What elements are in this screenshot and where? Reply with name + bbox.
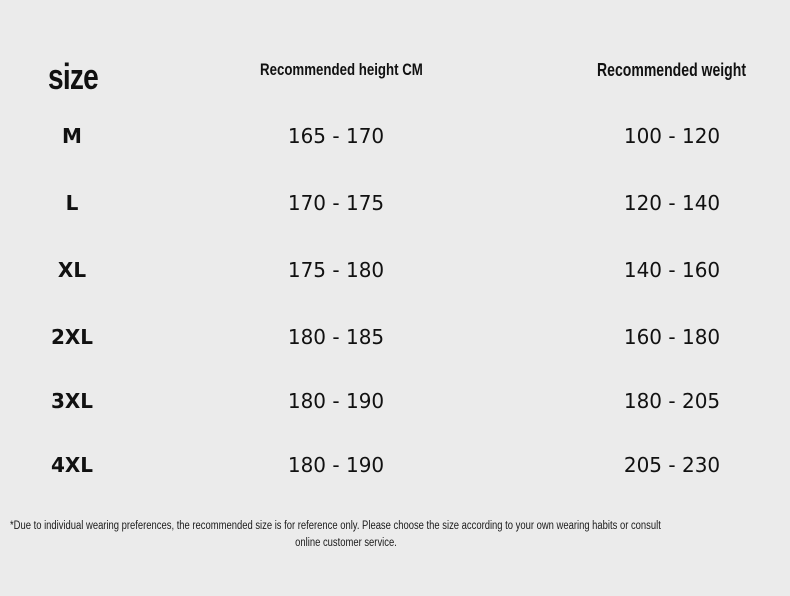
size-cell: L — [65, 191, 79, 215]
table-row — [0, 386, 790, 416]
footnote-line-2: online customer service. — [295, 537, 397, 549]
height-cell: 180 - 190 — [287, 453, 385, 477]
footnote — [10, 518, 710, 552]
height-cell: 180 - 185 — [287, 325, 385, 349]
table-row — [0, 450, 790, 480]
weight-cell: 160 - 180 — [623, 325, 721, 349]
size-cell: XL — [57, 258, 87, 282]
weight-cell: 205 - 230 — [623, 453, 721, 477]
size-cell: M — [62, 124, 82, 148]
table-row — [0, 121, 790, 151]
height-cell: 175 - 180 — [287, 258, 385, 282]
table-row — [0, 322, 790, 352]
size-cell: 2XL — [50, 325, 94, 349]
weight-cell: 100 - 120 — [623, 124, 721, 148]
weight-cell: 140 - 160 — [623, 258, 721, 282]
height-cell: 180 - 190 — [287, 389, 385, 413]
weight-cell: 180 - 205 — [623, 389, 721, 413]
size-column-header: size — [48, 56, 98, 97]
weight-column-header: Recommended weight — [597, 60, 747, 80]
size-cell: 3XL — [50, 389, 94, 413]
height-cell: 170 - 175 — [287, 191, 385, 215]
table-row — [0, 255, 790, 285]
height-cell: 165 - 170 — [287, 124, 385, 148]
table-row — [0, 188, 790, 218]
size-cell: 4XL — [50, 453, 94, 477]
footnote-line-1: *Due to individual wearing preferences, the recommended size is for reference only. Please choose the size according to your own wearing habits or consult — [10, 520, 661, 532]
height-column-header: Recommended height CM — [260, 60, 423, 79]
weight-cell: 120 - 140 — [623, 191, 721, 215]
